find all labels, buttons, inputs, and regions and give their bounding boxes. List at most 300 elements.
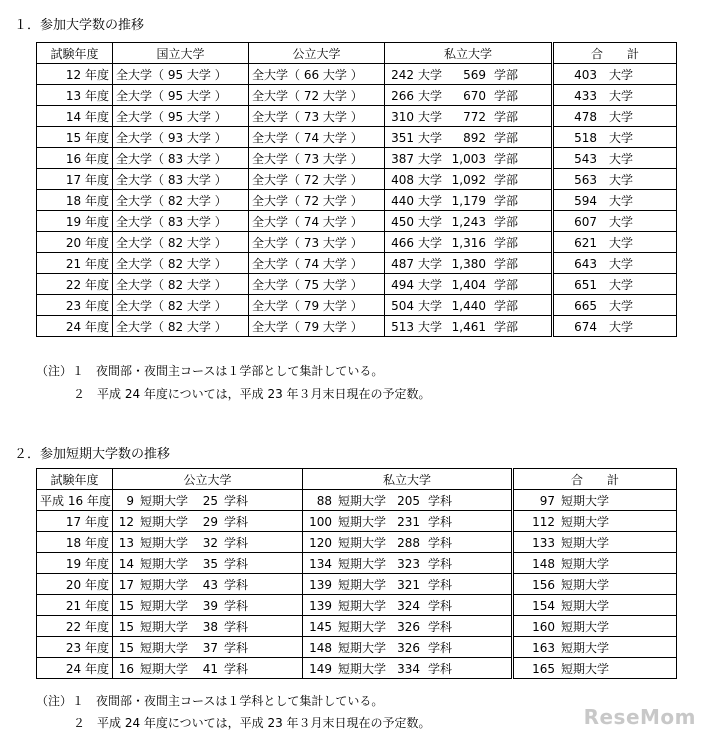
year-text: 22 年度	[65, 277, 109, 292]
unit-label: 短期大学	[338, 619, 387, 634]
year-cell	[37, 595, 113, 616]
unit-label: 学科	[428, 493, 453, 508]
unit-label: 学部	[494, 151, 519, 166]
year-cell	[37, 616, 113, 637]
table-row	[37, 658, 677, 679]
year-cell	[37, 232, 113, 253]
total-cell	[513, 658, 677, 679]
private-dept-count: 326	[397, 619, 421, 634]
private-cell	[385, 127, 553, 148]
header-national: 国立大学	[113, 43, 249, 64]
year-cell	[37, 274, 113, 295]
unit-label: 短期大学	[561, 619, 610, 634]
public-cell	[249, 127, 385, 148]
public-cell	[249, 316, 385, 337]
total-count: 163	[532, 640, 555, 655]
header-public: 公立大学	[113, 469, 303, 490]
private-dept-count: 288	[397, 535, 421, 550]
unit-label: 大学	[609, 214, 634, 229]
total-cell	[553, 85, 677, 106]
header-public: 公立大学	[249, 43, 385, 64]
header-year: 試験年度	[37, 43, 113, 64]
year-text: 13 年度	[65, 88, 109, 103]
year-text: 23 年度	[65, 298, 109, 313]
public-jc-count: 15	[118, 598, 134, 613]
total-cell	[553, 211, 677, 232]
public-text: 全大学（ 74 大学 ）	[252, 256, 363, 271]
total-cell	[553, 274, 677, 295]
public-cell	[249, 190, 385, 211]
national-cell	[113, 295, 249, 316]
total-cell	[553, 127, 677, 148]
national-text: 全大学（ 93 大学 ）	[116, 130, 227, 145]
private-cell	[385, 316, 553, 337]
header-private: 私立大学	[385, 43, 553, 64]
private-univ-count: 494	[391, 277, 414, 292]
private-cell	[385, 295, 553, 316]
national-text: 全大学（ 95 大学 ）	[116, 88, 227, 103]
total-count: 433	[574, 88, 597, 103]
section1-title: １．参加大学数の推移	[14, 18, 145, 33]
total-count: 674	[574, 319, 597, 334]
public-text: 全大学（ 79 大学 ）	[252, 298, 363, 313]
unit-label: 短期大学	[338, 556, 387, 571]
total-count: 154	[532, 598, 555, 613]
unit-label: 学部	[494, 319, 519, 334]
unit-label: 短期大学	[338, 661, 387, 676]
total-cell	[553, 148, 677, 169]
unit-label: 学科	[224, 598, 249, 613]
private-jc-count: 139	[309, 577, 332, 592]
national-cell	[113, 253, 249, 274]
public-cell	[113, 490, 303, 511]
table-row	[37, 490, 677, 511]
total-cell	[553, 316, 677, 337]
unit-label: 学部	[494, 193, 519, 208]
private-univ-count: 487	[391, 256, 414, 271]
year-cell	[37, 64, 113, 85]
public-cell	[249, 85, 385, 106]
public-text: 全大学（ 72 大学 ）	[252, 88, 363, 103]
private-cell	[385, 253, 553, 274]
unit-label: 学科	[224, 514, 249, 529]
unit-label: 学部	[494, 109, 519, 124]
unit-label: 学部	[494, 256, 519, 271]
unit-label: 短期大学	[140, 661, 189, 676]
private-jc-count: 134	[309, 556, 332, 571]
national-cell	[113, 169, 249, 190]
national-text: 全大学（ 83 大学 ）	[116, 172, 227, 187]
unit-label: 学科	[428, 514, 453, 529]
national-text: 全大学（ 82 大学 ）	[116, 193, 227, 208]
unit-label: 学科	[428, 598, 453, 613]
unit-label: 短期大学	[561, 493, 610, 508]
private-faculty-count: 1,440	[451, 298, 487, 313]
year-cell	[37, 190, 113, 211]
year-text: 17 年度	[65, 514, 109, 529]
unit-label: 短期大学	[338, 493, 387, 508]
private-cell	[303, 574, 513, 595]
table-row	[37, 169, 677, 190]
public-jc-count: 14	[118, 556, 134, 571]
national-text: 全大学（ 95 大学 ）	[116, 67, 227, 82]
public-text: 全大学（ 72 大学 ）	[252, 193, 363, 208]
private-univ-count: 310	[391, 109, 414, 124]
public-dept-count: 39	[202, 598, 219, 613]
private-univ-count: 351	[391, 130, 414, 145]
private-faculty-count: 1,461	[451, 319, 487, 334]
resemom-logo: ReseMom	[583, 705, 696, 729]
table-row	[37, 253, 677, 274]
year-text: 14 年度	[65, 109, 109, 124]
unit-label: 短期大学	[561, 640, 610, 655]
unit-label: 学科	[428, 577, 453, 592]
total-count: 156	[532, 577, 555, 592]
total-cell	[513, 490, 677, 511]
year-cell	[37, 106, 113, 127]
private-jc-count: 149	[309, 661, 332, 676]
public-dept-count: 38	[202, 619, 219, 634]
total-count: 160	[532, 619, 555, 634]
national-text: 全大学（ 82 大学 ）	[116, 319, 227, 334]
national-cell	[113, 232, 249, 253]
unit-label: 短期大学	[338, 535, 387, 550]
unit-label: 短期大学	[140, 598, 189, 613]
unit-label: 学部	[494, 172, 519, 187]
public-cell	[113, 532, 303, 553]
total-cell	[553, 295, 677, 316]
public-dept-count: 32	[202, 535, 219, 550]
private-faculty-count: 569	[463, 67, 487, 82]
national-text: 全大学（ 83 大学 ）	[116, 214, 227, 229]
private-dept-count: 231	[397, 514, 421, 529]
total-cell	[513, 553, 677, 574]
private-faculty-count: 1,404	[451, 277, 487, 292]
year-text: 24 年度	[65, 661, 109, 676]
public-jc-count: 15	[118, 619, 134, 634]
private-cell	[303, 658, 513, 679]
national-cell	[113, 148, 249, 169]
unit-label: 学科	[428, 556, 453, 571]
unit-label: 大学	[418, 109, 443, 124]
table-row	[37, 127, 677, 148]
unit-label: 短期大学	[338, 598, 387, 613]
year-text: 17 年度	[65, 172, 109, 187]
table-row	[37, 106, 677, 127]
unit-label: 短期大学	[561, 661, 610, 676]
private-faculty-count: 772	[463, 109, 487, 124]
public-dept-count: 43	[202, 577, 219, 592]
total-count: 543	[574, 151, 597, 166]
header-private: 私立大学	[303, 469, 513, 490]
public-cell	[113, 637, 303, 658]
unit-label: 大学	[418, 235, 443, 250]
national-cell	[113, 190, 249, 211]
unit-label: 大学	[418, 277, 443, 292]
unit-label: 大学	[609, 235, 634, 250]
total-count: 165	[532, 661, 555, 676]
public-text: 全大学（ 73 大学 ）	[252, 151, 363, 166]
public-cell	[113, 553, 303, 574]
private-dept-count: 326	[397, 640, 421, 655]
public-cell	[249, 274, 385, 295]
private-univ-count: 513	[391, 319, 414, 334]
public-cell	[113, 511, 303, 532]
table-row	[37, 85, 677, 106]
unit-label: 学科	[224, 619, 249, 634]
public-dept-count: 35	[202, 556, 219, 571]
public-cell	[249, 295, 385, 316]
total-cell	[513, 532, 677, 553]
public-cell	[249, 148, 385, 169]
total-cell	[513, 511, 677, 532]
unit-label: 学部	[494, 235, 519, 250]
total-cell	[513, 595, 677, 616]
year-text: 19 年度	[65, 214, 109, 229]
total-count: 651	[574, 277, 597, 292]
unit-label: 学部	[494, 277, 519, 292]
public-jc-count: 13	[118, 535, 134, 550]
section1-note-2: ２ 平成 24 年度については，平成 23 年３月末日現在の予定数。	[73, 387, 431, 401]
unit-label: 短期大学	[140, 640, 189, 655]
national-cell	[113, 274, 249, 295]
section2-note-1: （注）１ 夜間部・夜間主コースは１学科として集計している。	[36, 694, 384, 708]
public-text: 全大学（ 74 大学 ）	[252, 214, 363, 229]
unit-label: 大学	[418, 319, 443, 334]
year-text: 20 年度	[65, 577, 109, 592]
private-cell	[385, 169, 553, 190]
private-cell	[385, 232, 553, 253]
public-dept-count: 37	[202, 640, 219, 655]
private-faculty-count: 1,316	[451, 235, 487, 250]
private-univ-count: 266	[391, 88, 414, 103]
table-header-row	[37, 43, 677, 64]
private-jc-count: 148	[309, 640, 332, 655]
unit-label: 大学	[609, 130, 634, 145]
year-cell	[37, 253, 113, 274]
private-cell	[385, 148, 553, 169]
unit-label: 大学	[609, 256, 634, 271]
public-cell	[249, 106, 385, 127]
year-text: 23 年度	[65, 640, 109, 655]
private-univ-count: 450	[391, 214, 414, 229]
public-text: 全大学（ 66 大学 ）	[252, 67, 363, 82]
national-text: 全大学（ 83 大学 ）	[116, 151, 227, 166]
public-cell	[113, 658, 303, 679]
national-text: 全大学（ 82 大学 ）	[116, 298, 227, 313]
national-text: 全大学（ 82 大学 ）	[116, 235, 227, 250]
year-cell	[37, 127, 113, 148]
public-dept-count: 25	[202, 493, 219, 508]
year-text: 12 年度	[65, 67, 109, 82]
private-faculty-count: 1,003	[451, 151, 487, 166]
year-text: 21 年度	[65, 598, 109, 613]
unit-label: 短期大学	[338, 577, 387, 592]
total-count: 478	[574, 109, 597, 124]
unit-label: 大学	[609, 193, 634, 208]
public-jc-count: 16	[118, 661, 134, 676]
table-row	[37, 511, 677, 532]
unit-label: 大学	[418, 88, 443, 103]
private-cell	[303, 637, 513, 658]
year-text: 22 年度	[65, 619, 109, 634]
header-total: 合 計	[553, 43, 677, 64]
unit-label: 学科	[428, 661, 453, 676]
national-cell	[113, 85, 249, 106]
header-total: 合 計	[513, 469, 677, 490]
total-count: 607	[574, 214, 597, 229]
unit-label: 大学	[609, 151, 634, 166]
private-cell	[385, 106, 553, 127]
unit-label: 大学	[609, 319, 634, 334]
private-cell	[303, 595, 513, 616]
total-count: 563	[574, 172, 597, 187]
private-univ-count: 504	[391, 298, 414, 313]
table-header-row	[37, 469, 677, 490]
national-text: 全大学（ 82 大学 ）	[116, 256, 227, 271]
national-cell	[113, 316, 249, 337]
section2-note-2: ２ 平成 24 年度については，平成 23 年３月末日現在の予定数。	[73, 716, 431, 730]
total-count: 594	[574, 193, 597, 208]
total-count: 403	[574, 67, 597, 82]
table-row	[37, 148, 677, 169]
public-cell	[249, 169, 385, 190]
private-cell	[385, 64, 553, 85]
unit-label: 大学	[609, 298, 634, 313]
year-cell	[37, 490, 113, 511]
private-dept-count: 321	[397, 577, 421, 592]
unit-label: 大学	[418, 193, 443, 208]
unit-label: 大学	[609, 172, 634, 187]
private-dept-count: 334	[397, 661, 421, 676]
private-cell	[385, 211, 553, 232]
national-cell	[113, 64, 249, 85]
unit-label: 学科	[224, 493, 249, 508]
public-dept-count: 29	[202, 514, 219, 529]
unit-label: 学科	[224, 661, 249, 676]
year-cell	[37, 553, 113, 574]
public-cell	[249, 253, 385, 274]
table-row	[37, 574, 677, 595]
public-jc-count: 15	[118, 640, 134, 655]
year-cell	[37, 658, 113, 679]
year-text: 18 年度	[65, 535, 109, 550]
unit-label: 短期大学	[140, 514, 189, 529]
unit-label: 大学	[609, 67, 634, 82]
private-faculty-count: 1,092	[451, 172, 487, 187]
national-cell	[113, 106, 249, 127]
section1-note-1: （注）１ 夜間部・夜間主コースは１学部として集計している。	[36, 364, 384, 378]
table-row	[37, 274, 677, 295]
unit-label: 学科	[428, 619, 453, 634]
national-cell	[113, 211, 249, 232]
public-cell	[249, 211, 385, 232]
national-text: 全大学（ 95 大学 ）	[116, 109, 227, 124]
public-text: 全大学（ 73 大学 ）	[252, 109, 363, 124]
year-cell	[37, 316, 113, 337]
unit-label: 大学	[418, 172, 443, 187]
year-text: 24 年度	[65, 319, 109, 334]
unit-label: 学科	[428, 640, 453, 655]
public-dept-count: 41	[202, 661, 219, 676]
unit-label: 学科	[224, 640, 249, 655]
table-row	[37, 295, 677, 316]
year-text: 平成 16 年度	[40, 493, 111, 508]
private-dept-count: 324	[397, 598, 421, 613]
private-jc-count: 100	[309, 514, 332, 529]
public-text: 全大学（ 75 大学 ）	[252, 277, 363, 292]
private-dept-count: 323	[397, 556, 421, 571]
unit-label: 短期大学	[140, 535, 189, 550]
unit-label: 大学	[418, 151, 443, 166]
table-row	[37, 211, 677, 232]
year-cell	[37, 85, 113, 106]
section2-title: ２．参加短期大学数の推移	[14, 447, 171, 462]
private-univ-count: 466	[391, 235, 414, 250]
national-text: 全大学（ 82 大学 ）	[116, 277, 227, 292]
unit-label: 大学	[609, 88, 634, 103]
table-row	[37, 553, 677, 574]
national-cell	[113, 127, 249, 148]
public-text: 全大学（ 72 大学 ）	[252, 172, 363, 187]
private-cell	[385, 85, 553, 106]
total-count: 643	[574, 256, 597, 271]
unit-label: 大学	[418, 214, 443, 229]
private-cell	[303, 532, 513, 553]
public-text: 全大学（ 79 大学 ）	[252, 319, 363, 334]
year-cell	[37, 532, 113, 553]
total-count: 112	[532, 514, 555, 529]
private-univ-count: 242	[391, 67, 414, 82]
private-faculty-count: 892	[463, 130, 487, 145]
year-cell	[37, 637, 113, 658]
year-text: 15 年度	[65, 130, 109, 145]
private-cell	[303, 490, 513, 511]
total-cell	[553, 106, 677, 127]
private-cell	[385, 274, 553, 295]
unit-label: 短期大学	[561, 514, 610, 529]
unit-label: 学部	[494, 88, 519, 103]
total-cell	[553, 232, 677, 253]
year-cell	[37, 574, 113, 595]
table-row	[37, 316, 677, 337]
private-cell	[303, 553, 513, 574]
total-count: 133	[532, 535, 555, 550]
unit-label: 学科	[224, 577, 249, 592]
table-row	[37, 64, 677, 85]
public-text: 全大学（ 74 大学 ）	[252, 130, 363, 145]
unit-label: 短期大学	[561, 535, 610, 550]
year-cell	[37, 211, 113, 232]
total-cell	[513, 574, 677, 595]
unit-label: 短期大学	[140, 493, 189, 508]
total-count: 665	[574, 298, 597, 313]
private-univ-count: 440	[391, 193, 414, 208]
year-text: 16 年度	[65, 151, 109, 166]
year-text: 18 年度	[65, 193, 109, 208]
private-cell	[303, 616, 513, 637]
total-count: 518	[574, 130, 597, 145]
year-cell	[37, 169, 113, 190]
public-text: 全大学（ 73 大学 ）	[252, 235, 363, 250]
unit-label: 短期大学	[561, 598, 610, 613]
unit-label: 学部	[494, 214, 519, 229]
total-cell	[553, 169, 677, 190]
total-count: 97	[539, 493, 555, 508]
unit-label: 学科	[428, 535, 453, 550]
private-cell	[303, 511, 513, 532]
total-cell	[513, 637, 677, 658]
